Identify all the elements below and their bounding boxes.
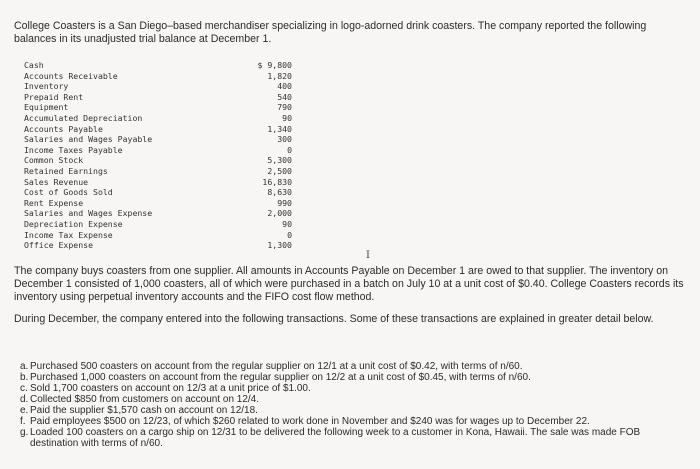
text-cursor-icon: I <box>366 250 370 261</box>
table-row <box>24 71 292 82</box>
item-text: Purchased 1,000 coasters on account from the regular supplier on 12/2 at a unit cost of $0.45, with terms of n/60. <box>30 372 531 383</box>
item-text: Sold 1,700 coasters on account on 12/3 at a unit price of $1.00. <box>30 383 311 394</box>
item-text: Paid employees $500 on 12/23, of which $260 related to work done in November and $240 was for wages up to December 22. <box>30 416 590 427</box>
account-name: Cash <box>24 60 44 70</box>
table-row <box>24 145 292 156</box>
account-name: Accumulated Depreciation <box>24 112 143 123</box>
account-amount: 400 <box>277 81 292 92</box>
account-amount: 8,630 <box>267 187 292 198</box>
table-row <box>24 177 292 188</box>
item-text: Loaded 100 coasters on a cargo ship on 12/31 to be delivered the following week to a customer in Kona, Hawaii. The sale was made FOB destination with terms of n/60. <box>30 427 641 449</box>
account-name: Office Expense <box>24 240 94 251</box>
december-paragraph: During December, the company entered into the following transactions. Some of these transactions are explained in greater detail below. <box>14 313 654 325</box>
supplier-paragraph: The company buys coasters from one supplier. All amounts in Accounts Payable on December 1 are owed to that supplier. The inventory on December 1 consisted of 1,000 coasters, all of which were purchased in a batch on July 10 at a unit cost of $0.40. College Coasters records its inventory using perpetual inventory accounts and the FIFO cost flow method. <box>14 265 684 303</box>
item-text: Paid the supplier $1,570 cash on account on 12/18. <box>30 405 258 416</box>
table-row <box>24 198 292 209</box>
account-name: Depreciation Expense <box>24 218 123 229</box>
table-row <box>24 113 292 124</box>
account-amount: 790 <box>277 102 292 113</box>
account-name: Income Tax Expense <box>24 229 113 240</box>
table-row <box>24 134 292 145</box>
account-name: Accounts Payable <box>24 123 103 134</box>
account-name: Income Taxes Payable <box>24 144 123 155</box>
item-letter: g. <box>20 427 29 438</box>
list-item <box>20 372 686 383</box>
list-item <box>20 427 686 449</box>
account-amount: 90 <box>282 112 292 123</box>
account-name: Common Stock <box>24 155 84 166</box>
item-letter: f. <box>20 416 26 427</box>
list-item <box>20 405 686 416</box>
account-amount: 540 <box>277 91 292 102</box>
account-amount: 1,820 <box>267 70 292 81</box>
account-name: Cost of Goods Sold <box>24 187 113 198</box>
account-name: Salaries and Wages Expense <box>24 208 153 219</box>
account-name: Prepaid Rent <box>24 91 84 102</box>
item-letter: c. <box>20 383 28 394</box>
account-amount: 1,340 <box>267 123 292 134</box>
account-amount: 16,830 <box>262 176 292 187</box>
account-amount: 1,300 <box>267 240 292 251</box>
table-row <box>24 155 292 166</box>
account-name: Equipment <box>24 102 69 113</box>
account-amount: 5,300 <box>267 155 292 166</box>
item-letter: e. <box>20 405 29 416</box>
table-row <box>24 102 292 113</box>
table-row <box>24 60 292 71</box>
table-row <box>24 92 292 103</box>
account-amount: 2,000 <box>267 208 292 219</box>
account-amount: 300 <box>277 134 292 145</box>
item-letter: a. <box>20 361 29 372</box>
table-row <box>24 230 292 241</box>
list-item <box>20 394 686 405</box>
account-name: Accounts Receivable <box>24 70 118 81</box>
intro-paragraph: College Coasters is a San Diego–based merchandiser specializing in logo-adorned drink coasters. The company reported the following balances in its unadjusted trial balance at December 1. <box>14 20 647 45</box>
list-item <box>20 383 686 394</box>
list-item <box>20 361 686 372</box>
account-amount: 90 <box>282 218 292 229</box>
table-row <box>24 208 292 219</box>
item-text: Purchased 500 coasters on account from the regular supplier on 12/1 at a unit cost of $0.42, with terms of n/60. <box>30 361 523 372</box>
transactions-list <box>20 361 686 449</box>
account-name: Sales Revenue <box>24 176 89 187</box>
account-amount: 990 <box>277 197 292 208</box>
account-name: Retained Earnings <box>24 165 108 176</box>
account-amount: 2,500 <box>267 165 292 176</box>
item-letter: b. <box>20 372 29 383</box>
table-row <box>24 219 292 230</box>
list-item <box>20 416 686 427</box>
table-row <box>24 81 292 92</box>
table-row <box>24 240 292 251</box>
account-amount: 0 <box>287 144 292 155</box>
account-amount: 0 <box>287 229 292 240</box>
account-amount: $ 9,800 <box>257 60 292 70</box>
account-name: Inventory <box>24 81 69 92</box>
table-row <box>24 187 292 198</box>
table-row <box>24 166 292 177</box>
account-name: Salaries and Wages Payable <box>24 134 153 145</box>
item-letter: d. <box>20 394 29 405</box>
account-name: Rent Expense <box>24 197 84 208</box>
item-text: Collected $850 from customers on account on 12/4. <box>30 394 260 405</box>
table-row <box>24 124 292 135</box>
trial-balance-table <box>24 60 292 251</box>
